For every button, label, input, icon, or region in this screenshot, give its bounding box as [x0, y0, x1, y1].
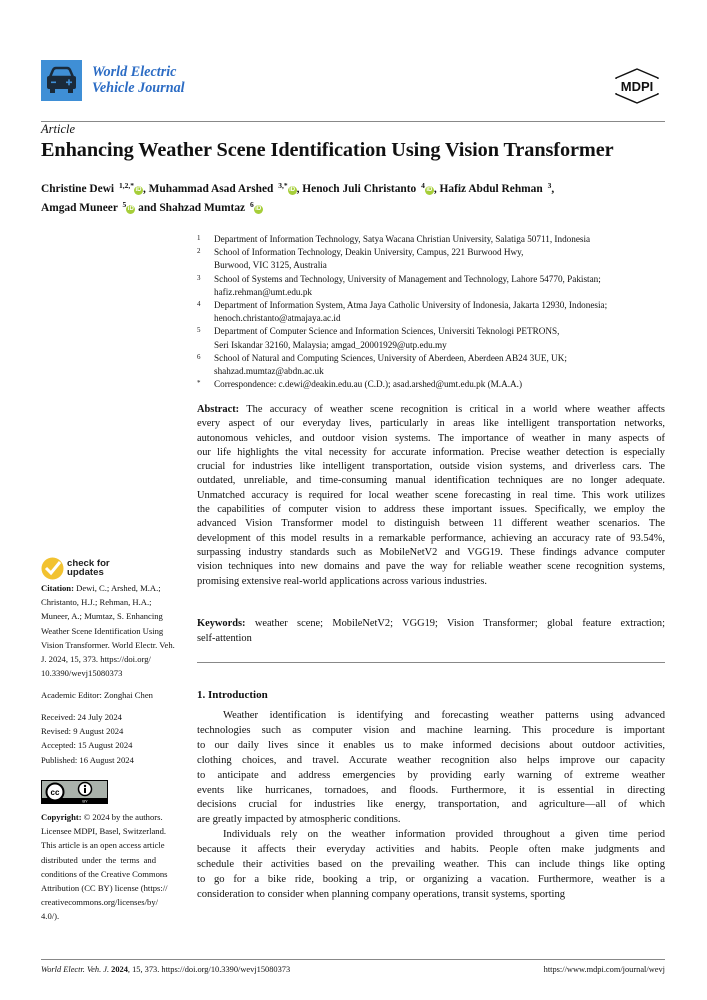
- affiliation-line: shahzad.mumtaz@abdn.ac.uk: [214, 366, 324, 377]
- paragraph-line: [197, 813, 665, 828]
- copyright-line-text: Licensee MDPI, Basel, Switzerland.: [41, 826, 167, 837]
- keywords-line: [197, 632, 665, 647]
- paragraph-line-text: because it affects their everyday activities and habits. People often make judgments and: [197, 844, 665, 856]
- paragraph-line-text: Individuals rely on the weather information provided throughout a given time period: [223, 829, 665, 841]
- abstract-line-text: outdated, unreliable, and time-consuming manual identification techniques are no longer adequate.: [197, 475, 665, 487]
- affiliation-item: [197, 273, 667, 299]
- affiliation-item: [197, 233, 667, 246]
- affiliation-number: 3: [197, 273, 201, 282]
- abstract-line-text: autonomous vehicles, and outdoor vision systems. The importance of weather in many aspects of: [197, 432, 665, 444]
- paragraph-line: [197, 784, 665, 799]
- abstract-line-text: advanced Vision Transformer model to distinguish between 11 different weather scenarios. The: [197, 518, 665, 530]
- footer-doi[interactable]: , 15, 373. https://doi.org/10.3390/wevj15080373: [127, 965, 291, 974]
- citation-line: [41, 581, 161, 595]
- citation-line-text: 10.3390/wevj15080373: [41, 668, 123, 679]
- keywords-line-text: weather scene; MobileNetV2; VGG19; Vision Transformer; global feature extraction;: [254, 618, 665, 629]
- paragraph-line-text: decisions crucial for industries like energy, transportation, and agriculture—all of which: [197, 799, 665, 811]
- abstract-line: [197, 560, 665, 574]
- affiliation-text: [214, 273, 601, 299]
- author-affiliation-sup: 1,2,*: [118, 181, 134, 190]
- copyright-line: [41, 909, 156, 923]
- author[interactable]: Henoch Juli Christanto: [302, 183, 417, 195]
- abstract-line: [197, 460, 665, 474]
- affiliation-line: Department of Information Technology, Satya Wacana Christian University, Salatiga 50711, Indonesia: [214, 234, 591, 244]
- citation-line: [41, 638, 175, 652]
- footer-divider: [41, 959, 665, 960]
- affiliations: [197, 233, 667, 391]
- copyright-line-text: conditions of the Creative Commons: [41, 868, 168, 879]
- affiliation-item: [197, 378, 667, 391]
- check-updates-text: updates: [67, 567, 104, 578]
- abstract-line-text: the capabilities of computer vision to address these important issues. Specifically, we employ the: [197, 504, 665, 516]
- introduction-body: [197, 709, 665, 903]
- journal-name: [92, 64, 185, 96]
- copyright-line-text: 4.0/).: [41, 911, 60, 922]
- affiliation-number: 2: [197, 247, 201, 256]
- copyright-block: [41, 810, 168, 924]
- keywords-line-text: self-attention: [197, 632, 252, 644]
- abstract-line-text: every aspect of our everyday lives, particularly in areas like intelligent transportation networks,: [197, 418, 665, 430]
- paragraph-line-text: events like hurricanes, tornadoes, and floods. Furthermore, it is essential in directing: [197, 784, 665, 796]
- cc-by-license-badge[interactable]: [41, 780, 108, 804]
- journal-logo: [41, 60, 82, 101]
- date-item: Revised: 9 August 2024: [41, 726, 124, 737]
- check-for-updates-badge[interactable]: [41, 556, 110, 580]
- copyright-line-text: Attribution (CC BY) license (https://: [41, 883, 168, 894]
- citation-line-text: Muneer, A.; Mumtaz, S. Enhancing: [41, 611, 163, 622]
- affiliation-text: [214, 246, 523, 272]
- paragraph-line: [197, 843, 665, 858]
- paragraph-line-text: to our daily lives since it enables us to make informed decisions about outdoor activities,: [197, 739, 665, 751]
- abstract-line-text: vision techniques into new domains and pave the way for reliable weather scene recognition systems,: [197, 561, 665, 573]
- paragraph-line: [197, 873, 665, 888]
- affiliation-item: [197, 246, 667, 272]
- footer-journal-url[interactable]: https://www.mdpi.com/journal/wevj: [543, 965, 665, 974]
- header-divider: [41, 121, 665, 122]
- abstract-line-text: Unmatched accuracy is required for local weather scene forecasting in real time. This work utilizes: [197, 489, 665, 501]
- paragraph-line-text: Weather identification is identifying and forecasting weather patterns using advanced: [223, 710, 665, 721]
- abstract-line-text: promising extensive real-world applications across various industries.: [197, 575, 488, 587]
- abstract-divider: [197, 662, 665, 663]
- copyright-line-text: distributed under the terms and: [41, 854, 156, 865]
- copyright-line: [41, 853, 156, 867]
- abstract-line: [197, 474, 665, 488]
- abstract-line: [197, 503, 665, 517]
- affiliation-line: School of Natural and Computing Sciences, University of Aberdeen, Aberdeen AB24 3UE, UK;: [214, 352, 567, 363]
- affiliation-line: Seri Iskandar 32160, Malaysia; amgad_20001929@utp.edu.my: [214, 339, 447, 350]
- citation-line: [41, 595, 156, 609]
- copyright-line-text: This article is an open access article: [41, 840, 165, 851]
- keywords: [197, 617, 665, 646]
- author-affiliation-sup: 6: [249, 200, 254, 209]
- paragraph-line: [197, 754, 665, 769]
- journal-name-line: World Electric: [92, 64, 177, 80]
- author-separator: ,: [296, 183, 303, 195]
- date-item: Accepted: 15 August 2024: [41, 740, 133, 751]
- paragraph-line: [197, 739, 665, 754]
- author[interactable]: Shahzad Mumtaz: [159, 202, 246, 214]
- abstract-line-label: Abstract:: [197, 404, 240, 415]
- affiliation-line: hafiz.rehman@umt.edu.pk: [214, 286, 313, 297]
- abstract-line: [197, 546, 665, 560]
- abstract-line-text: surpassing industry standards such as MobileNetV2 and VGG19. These findings advance computer: [197, 546, 665, 558]
- citation-line: [41, 624, 164, 638]
- abstract-line: [197, 517, 665, 531]
- author-separator: ,: [433, 183, 440, 195]
- author[interactable]: Muhammad Asad Arshed: [148, 183, 274, 195]
- paragraph-line-text: technologies such as computer vision and machine learning. This procedure is important: [197, 724, 665, 736]
- paper-title: Enhancing Weather Scene Identification Using Vision Transformer: [41, 139, 614, 161]
- affiliation-text: [214, 233, 590, 246]
- affiliation-line: Department of Information System, Atma Jaya Catholic University of Indonesia, Jakarta 12930, Indonesia;: [214, 300, 608, 311]
- citation-line-text: Weather Scene Identification Using: [41, 625, 164, 636]
- copyright-line: [41, 838, 165, 852]
- abstract: [197, 403, 665, 589]
- abstract-line: [197, 432, 665, 446]
- orcid-icon[interactable]: iD: [135, 187, 142, 193]
- author-separator: and: [135, 202, 160, 214]
- date-item: Published: 16 August 2024: [41, 754, 134, 765]
- affiliation-text: [214, 378, 522, 391]
- keywords-line-label: Keywords:: [197, 618, 246, 629]
- paragraph: [197, 828, 665, 903]
- citation-line: [41, 609, 163, 623]
- affiliation-item: [197, 299, 667, 325]
- author[interactable]: Amgad Muneer: [41, 202, 118, 214]
- abstract-line: [197, 575, 665, 589]
- paragraph-line-text: to anticipate and address emergencies by providing early warning of extreme weather: [197, 769, 665, 781]
- author-affiliation-sup: 4: [421, 181, 425, 190]
- abstract-line-text: development of this model results in a remarkable performance, achieving an accuracy rate of 93.54%,: [197, 532, 665, 544]
- paragraph-line: [197, 888, 665, 903]
- paragraph-line-text: consideration to consider when planning company operations, transit systems, sporting: [197, 888, 566, 900]
- mdpi-logo-text: MDPI: [620, 79, 654, 94]
- publication-dates: [41, 710, 156, 767]
- author-affiliation-sup: 3: [547, 181, 552, 190]
- paragraph-line-text: clothing choices, and travel. Accurate weather recognition also helps improve our capacity: [197, 754, 665, 766]
- affiliation-line: Correspondence: c.dewi@deakin.edu.au (C.D.); asad.arshed@umt.edu.pk (M.A.A.): [214, 379, 523, 390]
- affiliation-number: *: [197, 379, 201, 388]
- abstract-line-text: our life highlights the vital necessity for accurate information. Precise weather detection is especially: [197, 446, 665, 458]
- citation-line: [41, 652, 156, 666]
- abstract-line: [197, 417, 665, 431]
- author[interactable]: Hafiz Abdul Rehman: [439, 183, 543, 195]
- affiliation-line: School of Systems and Technology, University of Management and Technology, Lahore 54770, Pakistan;: [214, 273, 601, 284]
- author-affiliation-sup: 5: [122, 200, 127, 209]
- affiliation-number: 4: [197, 300, 201, 309]
- check-updates-text: check for: [67, 557, 110, 569]
- citation-line-text: Vision Transformer. World Electr. Veh.: [41, 639, 175, 650]
- abstract-line-text: The accuracy of weather scene recognition is critical in a world where weather affects: [246, 404, 665, 415]
- paragraph-line: [197, 724, 665, 739]
- author-list: [41, 178, 554, 216]
- paragraph-line-text: to go for a bike ride, booking a trip, or organizing a vacation. Furthermore, weather is a: [197, 873, 665, 885]
- paragraph-line: [197, 769, 665, 784]
- paragraph: [197, 709, 665, 828]
- article-type: Article: [41, 122, 76, 136]
- orcid-icon[interactable]: iD: [127, 206, 134, 212]
- citation-line-label: Citation:: [41, 583, 74, 593]
- car-icon: [41, 60, 82, 101]
- paragraph-line: [197, 858, 665, 873]
- abstract-line: [197, 489, 665, 503]
- academic-editor: Academic Editor: Zonghai Chen: [41, 690, 153, 700]
- paragraph-line: [197, 709, 665, 724]
- footer-journal: World Electr. Veh. J.: [41, 965, 110, 974]
- affiliation-line: School of Information Technology, Deakin University, Campus, 221 Burwood Hwy,: [214, 247, 524, 258]
- check-updates-icon: [41, 557, 64, 580]
- citation-line-text: Dewi, C.; Arshed, M.A.;: [76, 583, 161, 593]
- cc-by-label: BY: [82, 798, 88, 803]
- citation-line-text: Christanto, H.J.; Rehman, H.A.;: [41, 597, 152, 608]
- author-affiliation-sup: 3,*: [278, 181, 288, 190]
- affiliation-number: 6: [197, 352, 201, 361]
- affiliation-line: Burwood, VIC 3125, Australia: [214, 260, 327, 271]
- paragraph-line: [197, 798, 665, 813]
- page-footer: [41, 965, 665, 974]
- copyright-line: [41, 867, 168, 881]
- copyright-line: [41, 824, 167, 838]
- author[interactable]: Christine Dewi: [41, 183, 115, 195]
- svg-text:cc: cc: [50, 788, 60, 797]
- copyright-line-text: © 2024 by the authors.: [83, 812, 163, 822]
- date-item: Received: 24 July 2024: [41, 712, 122, 722]
- affiliation-line: henoch.christanto@atmajaya.ac.id: [214, 313, 341, 324]
- abstract-line-text: crucial for industries like intelligent transportation, outside vision systems, and driverless cars. The: [197, 461, 665, 473]
- footer-citation: [41, 965, 290, 974]
- section-heading-introduction: 1. Introduction: [197, 689, 268, 701]
- affiliation-text: [214, 299, 607, 325]
- affiliation-item: [197, 352, 667, 378]
- copyright-line: [41, 881, 168, 895]
- affiliation-number: 1: [197, 234, 201, 242]
- orcid-icon[interactable]: iD: [289, 187, 296, 193]
- abstract-line: [197, 532, 665, 546]
- citation-line-text: J. 2024, 15, 373. https://doi.org/: [41, 654, 151, 665]
- affiliation-text: [214, 352, 567, 378]
- paragraph-line: [197, 828, 665, 843]
- affiliation-number: 5: [197, 326, 201, 335]
- author-separator: ,: [142, 183, 149, 195]
- journal-name-line: Vehicle Journal: [92, 80, 185, 96]
- copyright-line-label: Copyright:: [41, 812, 82, 822]
- author-separator: ,: [551, 183, 555, 195]
- keywords-line: [197, 617, 665, 632]
- mdpi-logo: [608, 68, 666, 104]
- citation-line: [41, 666, 156, 680]
- paragraph-line-text: schedule their activities based on the prevailing weather. This can include things like opting: [197, 859, 665, 871]
- copyright-line-text: creativecommons.org/licenses/by/: [41, 897, 159, 908]
- citation-block: [41, 581, 175, 680]
- copyright-line: [41, 895, 159, 909]
- paragraph-line-text: are greatly impacted by atmospheric conditions.: [197, 814, 401, 826]
- orcid-icon[interactable]: iD: [255, 206, 262, 212]
- footer-year: 2024: [111, 965, 128, 974]
- affiliation-text: [214, 325, 559, 351]
- abstract-line: [197, 403, 665, 417]
- abstract-line: [197, 446, 665, 460]
- affiliation-item: [197, 325, 667, 351]
- affiliation-line: Department of Computer Science and Information Sciences, Universiti Teknologi PETRONS,: [214, 326, 560, 337]
- copyright-line: [41, 810, 163, 824]
- orcid-icon[interactable]: iD: [426, 187, 433, 193]
